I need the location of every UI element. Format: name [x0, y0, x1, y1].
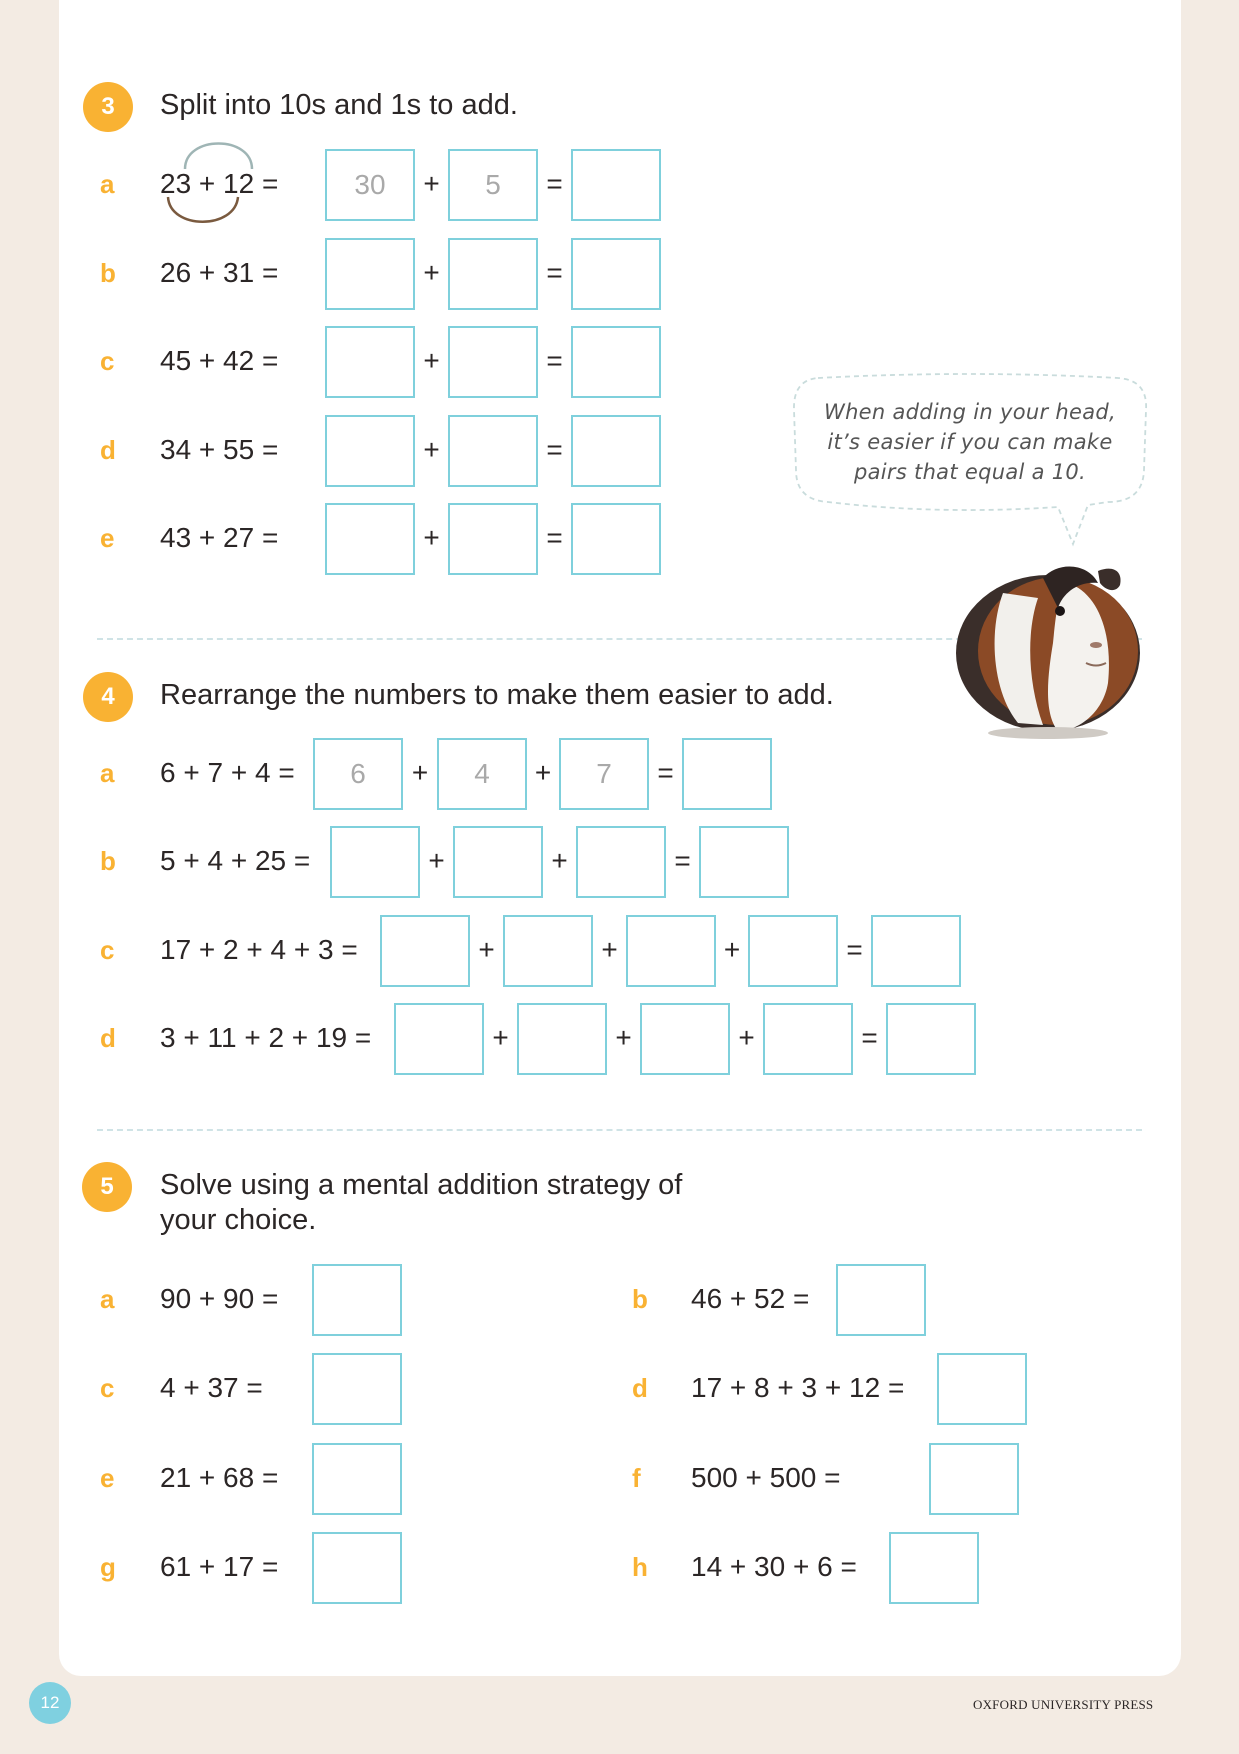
item-letter: g — [100, 1552, 116, 1582]
working-box[interactable]: 7 — [559, 738, 649, 810]
answer-box[interactable] — [886, 1003, 976, 1075]
section-divider — [97, 1129, 1142, 1131]
equals-sign: = — [657, 757, 674, 788]
item-expression: 46 + 52 = — [691, 1283, 810, 1314]
working-box[interactable] — [330, 826, 420, 898]
item-expression: 17 + 8 + 3 + 12 = — [691, 1372, 905, 1403]
item-letter: a — [100, 758, 115, 788]
item-letter: d — [100, 1023, 116, 1053]
item-letter: h — [632, 1552, 648, 1582]
guinea-pig-illustration — [948, 553, 1148, 743]
working-box[interactable] — [325, 326, 415, 398]
working-box[interactable] — [517, 1003, 607, 1075]
working-box[interactable] — [626, 915, 716, 987]
tip-line-2: it’s easier if you can make — [827, 430, 1113, 454]
working-box[interactable] — [325, 415, 415, 487]
working-box[interactable]: 4 — [437, 738, 527, 810]
item-expression: 61 + 17 = — [160, 1551, 279, 1582]
plus-sign: + — [601, 934, 618, 965]
item-letter: c — [100, 346, 115, 376]
item-letter: b — [100, 846, 116, 876]
plus-sign: + — [423, 168, 440, 199]
question-heading-line-2: your choice. — [160, 1204, 317, 1236]
answer-box[interactable] — [312, 1353, 402, 1425]
tip-line-1: When adding in your head, — [824, 400, 1116, 424]
equals-sign: = — [546, 168, 563, 199]
item-expression: 500 + 500 = — [691, 1462, 841, 1493]
item-expression: 4 + 37 = — [160, 1372, 263, 1403]
item-expression: 5 + 4 + 25 = — [160, 845, 311, 876]
plus-sign: + — [534, 757, 552, 788]
question-number-badge: 4 — [83, 672, 133, 722]
item-letter: c — [100, 1373, 115, 1403]
working-box[interactable] — [448, 326, 538, 398]
equals-sign: = — [674, 845, 691, 876]
plus-sign: + — [551, 845, 568, 876]
working-box[interactable] — [448, 415, 538, 487]
item-expression: 21 + 68 = — [160, 1462, 279, 1493]
working-box[interactable] — [448, 503, 538, 575]
item-expression: 45 + 42 = — [160, 345, 279, 376]
answer-box[interactable] — [312, 1532, 402, 1604]
plus-sign: + — [723, 934, 741, 965]
question-heading: Rearrange the numbers to make them easier to add. — [160, 679, 834, 711]
working-box[interactable] — [325, 503, 415, 575]
item-letter: d — [100, 435, 116, 465]
working-box[interactable] — [503, 915, 593, 987]
item-expression: 17 + 2 + 4 + 3 = — [160, 934, 358, 965]
item-letter: c — [100, 935, 115, 965]
working-box[interactable]: 5 — [448, 149, 538, 221]
plus-sign: + — [411, 757, 429, 788]
equals-sign: = — [861, 1022, 878, 1053]
item-expression: 26 + 31 = — [160, 257, 279, 288]
working-box[interactable] — [325, 238, 415, 310]
working-box[interactable]: 30 — [325, 149, 415, 221]
plus-sign: + — [423, 257, 440, 288]
answer-box[interactable] — [571, 238, 661, 310]
item-letter: e — [100, 1463, 115, 1493]
item-expression: 3 + 11 + 2 + 19 = — [160, 1022, 372, 1053]
item-letter: d — [632, 1373, 648, 1403]
answer-box[interactable] — [682, 738, 772, 810]
plus-sign: + — [423, 345, 440, 376]
answer-box[interactable] — [889, 1532, 979, 1604]
plus-sign: + — [478, 934, 495, 965]
item-expression: 6 + 7 + 4 = — [160, 757, 295, 788]
item-letter: e — [100, 523, 115, 553]
tip-line-3: pairs that equal a 10. — [853, 460, 1087, 484]
working-box[interactable]: 6 — [313, 738, 403, 810]
answer-box[interactable] — [312, 1443, 402, 1515]
question-heading-line-1: Solve using a mental addition strategy of — [160, 1169, 683, 1201]
working-box[interactable] — [576, 826, 666, 898]
answer-box[interactable] — [937, 1353, 1027, 1425]
equals-sign: = — [546, 257, 563, 288]
item-letter: f — [632, 1463, 641, 1493]
equals-sign: = — [546, 345, 563, 376]
item-letter: b — [632, 1284, 648, 1314]
answer-box[interactable] — [871, 915, 961, 987]
working-box[interactable] — [763, 1003, 853, 1075]
equals-sign: = — [546, 434, 563, 465]
answer-box[interactable] — [571, 415, 661, 487]
plus-sign: + — [738, 1022, 755, 1053]
publisher-credit: OXFORD UNIVERSITY PRESS — [973, 1697, 1154, 1712]
working-box[interactable] — [448, 238, 538, 310]
item-expression: 14 + 30 + 6 = — [691, 1551, 857, 1582]
answer-box[interactable] — [929, 1443, 1019, 1515]
plus-sign: + — [428, 845, 445, 876]
item-letter: b — [100, 258, 116, 288]
item-expression: 90 + 90 = — [160, 1283, 279, 1314]
item-expression: 43 + 27 = — [160, 522, 279, 553]
item-expression: 23 + 12 = — [160, 168, 279, 199]
working-box[interactable] — [394, 1003, 484, 1075]
working-box[interactable] — [748, 915, 838, 987]
answer-box[interactable] — [699, 826, 789, 898]
question-number-badge: 3 — [83, 82, 133, 132]
equals-sign: = — [846, 934, 863, 965]
working-box[interactable] — [380, 915, 470, 987]
item-expression: 34 + 55 = — [160, 434, 279, 465]
page-number-badge: 12 — [29, 1682, 71, 1724]
answer-box[interactable] — [571, 326, 661, 398]
plus-sign: + — [615, 1022, 632, 1053]
answer-box[interactable] — [571, 149, 661, 221]
item-letter: a — [100, 1284, 115, 1314]
plus-sign: + — [423, 434, 440, 465]
plus-sign: + — [492, 1022, 509, 1053]
question-number-badge: 5 — [82, 1162, 132, 1212]
question-heading: Split into 10s and 1s to add. — [160, 89, 518, 121]
item-letter: a — [100, 169, 115, 199]
answer-box[interactable] — [312, 1264, 402, 1336]
plus-sign: + — [423, 522, 440, 553]
equals-sign: = — [546, 522, 563, 553]
answer-box[interactable] — [571, 503, 661, 575]
working-box[interactable] — [640, 1003, 730, 1075]
working-box[interactable] — [453, 826, 543, 898]
answer-box[interactable] — [836, 1264, 926, 1336]
